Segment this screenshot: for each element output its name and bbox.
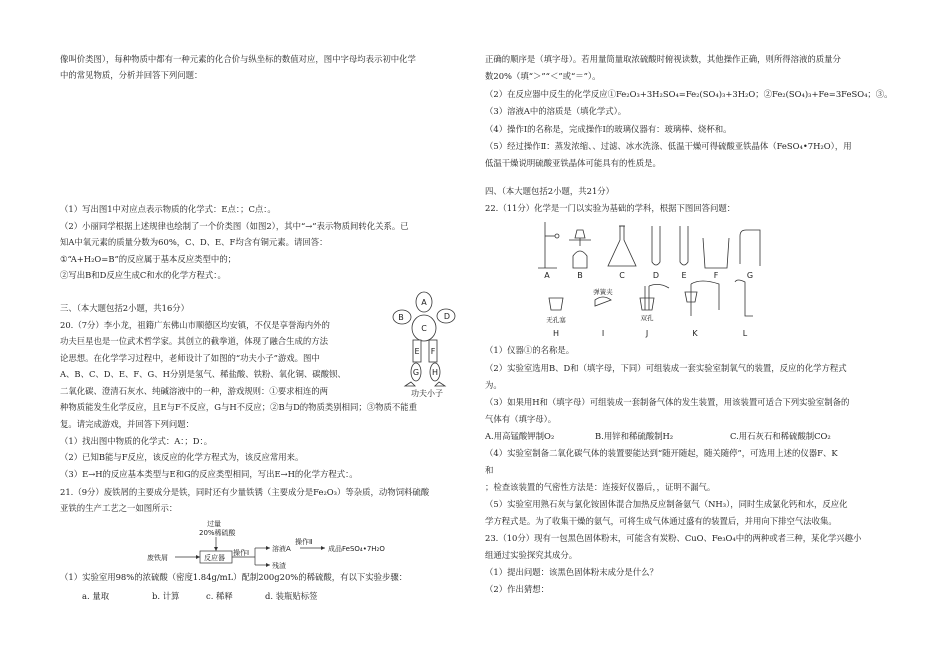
alcohol-lamp-icon — [569, 230, 591, 268]
q20-line: 20.（7分）李小龙，祖籍广东佛山市顺德区均安镇，不仅是享誉海内外的 — [60, 320, 330, 330]
intro-line: 中的常见物质，分析并回答下列问题： — [60, 70, 203, 80]
q21-1: （1）实验室用98%的浓硫酸（密度1.84g/mL）配制200g20%的稀硫酸，有以下实验步骤： — [60, 572, 408, 582]
spring-clamp-icon — [595, 297, 611, 306]
q22-line: 为。 — [485, 380, 502, 390]
step-c: c. 稀释 — [206, 591, 233, 601]
flow-reactor: 反应器 — [204, 554, 225, 562]
two-hole-stopper-icon — [640, 284, 669, 310]
delivery-tube-icon — [735, 280, 753, 316]
beaker-icon — [703, 238, 729, 268]
solid-stopper-icon — [549, 298, 563, 310]
apparatus-label: C — [619, 271, 625, 280]
q21-cont-line: 数20%（填“＞”“＜”或“＝”）。 — [485, 71, 601, 81]
q20-line: 功夫巨星也是一位武术哲学家。其创立的截拳道，体现了融合生成的方法 — [60, 336, 328, 346]
q21-cont-line: （5）经过操作Ⅱ：蒸发浓缩、、过滤、冰水洗涤、低温干燥可得硫酸亚铁晶体（FeSO₄•7H₂O），用 — [485, 141, 852, 151]
step-b: b. 计算 — [152, 591, 180, 601]
apparatus-label: I — [601, 329, 605, 338]
q21-cont-line: （3）溶液A中的溶质是（填化学式）。 — [485, 106, 627, 116]
q21-cont-line: 正确的顺序是（填字母）。若用量筒量取浓硫酸时俯视读数，其他操作正确，则所得溶液的质量分 — [485, 54, 841, 64]
flow-solution: 溶液A — [272, 545, 291, 553]
q21-line: 亚铁的生产工艺之一如图所示： — [60, 503, 178, 513]
apparatus-label: L — [742, 329, 748, 338]
kungfu-letter: A — [421, 298, 427, 307]
q23-line: 23.（10分）现有一包黑色固体粉末，可能含有炭粉、CuO、Fe₃O₄中的两种或者三种，某化学兴趣小 — [485, 533, 862, 543]
apparatus-label: G — [746, 271, 754, 280]
conical-flask-icon — [608, 226, 636, 266]
q23-line: （1）提出问题：该黑色固体粉末成分是什么？ — [485, 567, 658, 577]
q20-line: （3）E→H的反应基本类型与E和G的反应类型相同，写出E→H的化学方程式：。 — [60, 469, 358, 479]
flow-reagent-1: 过量 — [207, 520, 221, 528]
q22-line: （4）实验室制备二氧化碳气体的装置要能达到“随开随起，随关随停”，可选用上述的仪器F、K — [485, 448, 838, 458]
choice-c: C.用石灰石和稀硫酸制CO₂ — [730, 431, 831, 441]
bent-tube-icon — [740, 230, 760, 266]
q22-line: （3）如果用H和（填字母）可组装成一套制备气体的发生装置，用该装置可适合下列实验室制备的 — [485, 397, 850, 407]
apparatus-label: J — [645, 329, 649, 338]
process-flow-diagram — [145, 518, 405, 570]
q20-line: 二氧化碳、澄清石灰水、纯碱溶液中的一种，游戏规则：①要求相连的两 — [60, 386, 328, 396]
intro-line: 像叫价类图），每种物质中都有一种元素的化合价与纵坐标的数值对应，图中字母均表示初中化学 — [60, 54, 416, 64]
q19-2-line: 知A中氧元素的质量分数为60%，C、D、E、F均含有铜元素。请回答： — [60, 237, 328, 247]
q20-line: A、B、C、D、E、F、G、H分别是氢气、稀盐酸、铁粉、氧化铜、碳酸钡、 — [60, 369, 346, 379]
q22-line: （5）实验室用熟石灰与氯化铵固体混合加热反应制备氨气（NH₃），同时生成氯化钙和水，反应化 — [485, 499, 848, 509]
q19-1: （1）写出图1中对应点表示物质的化学式：E点：；C点：。 — [60, 204, 276, 214]
q22-line: 学方程式是。为了收集干燥的氨气，可将生成气体通过盛有的装置后，并用向下排空气法收集。 — [485, 516, 837, 526]
apparatus-label: B — [577, 271, 583, 280]
q23-line: 组通过实验探究其成分。 — [485, 550, 578, 560]
q23-line: （2）作出猜想： — [485, 584, 549, 594]
q22-line: （2）实验室选用B、D和（填字母，下同）可组装成一套实验室制氧气的装置，反应的化学方程式 — [485, 363, 847, 373]
q19-2-line: ①“A+H₂O=B”的反应属于基本反应类型中的； — [60, 254, 237, 264]
kungfu-letter: E — [414, 347, 420, 356]
q20-line: （1）找出图中物质的化学式：A：；D：。 — [60, 436, 213, 446]
kungfu-letter: H — [431, 368, 439, 377]
q22-line: （1）仪器①的名称是。 — [485, 345, 575, 355]
apparatus-label: K — [692, 329, 698, 338]
q20-line: 论思想。在化学学习过程中，老师设计了如图的“功夫小子”游戏。图中 — [60, 353, 320, 363]
section-3-heading: 三、（本大题包括2小题，共16分） — [60, 303, 190, 313]
q22-line: 气体有（填字母）。 — [485, 414, 557, 424]
apparatus-label: E — [681, 271, 687, 280]
q19-2-line: ②写出B和D反应生成C和水的化学方程式：。 — [60, 270, 226, 280]
q19-2-line: （2）小丽同学根据上述规律也绘制了一个价类图（如图2），其中“→”表示物质间转化关系。已 — [60, 221, 409, 231]
q22-line: ；检查该装置的气密性方法是：连接好仪器后，，证明不漏气。 — [485, 482, 716, 492]
test-tube-icon — [652, 226, 660, 265]
iron-stand-icon — [538, 222, 559, 268]
apparatus-figure — [535, 216, 775, 340]
test-tube-2-icon — [680, 226, 688, 265]
q21-cont-line: （4）操作Ⅰ的名称是，完成操作Ⅰ的玻璃仪器有：玻璃棒、烧杯和。 — [485, 124, 732, 134]
flow-op1: 操作Ⅰ — [233, 549, 250, 557]
kungfu-kid-figure — [375, 290, 475, 400]
kungfu-letter: G — [412, 368, 420, 377]
section-4-heading: 四、（本大题包括2小题，共21分） — [485, 186, 615, 196]
q20-line: 复。请完成游戏，并回答下列问题： — [60, 419, 194, 429]
choice-a: A.用高锰酸钾制O₂ — [485, 431, 555, 441]
flow-residue: 残渣 — [272, 562, 286, 570]
q21-cont-line: （2）在反应器中反生的化学反应①Fe₂O₃+3H₂SO₄=Fe₂(SO₄)₃+3H₂O；②Fe₂(SO₄)₃+Fe=3FeSO₄；③。 — [485, 89, 893, 99]
two-hole-note: 双孔 — [640, 314, 654, 322]
q22-line: 和 — [485, 465, 494, 475]
q20-line: （2）已知B能与F反应，该反应的化学方程式为，该反应常用来。 — [60, 452, 304, 462]
flow-reagent-2: 20%稀硫酸 — [199, 529, 236, 537]
choice-b: B.用锌和稀硫酸制H₂ — [595, 431, 674, 441]
clamp-note: 弹簧夹 — [593, 288, 613, 296]
kungfu-caption: 功夫小子 — [411, 389, 443, 398]
q22-heading: 22.（11分）化学是一门以实验为基础的学科，根据下图回答问题： — [485, 203, 736, 213]
flow-product: 成品FeSO₄•7H₂O — [328, 545, 385, 553]
q21-line: 21.（9分）废铁屑的主要成分是铁，同时还有少量铁锈（主要成分是Fe₂O₃）等杂质，动物饲料硫酸 — [60, 487, 430, 497]
flow-input: 废铁屑 — [147, 554, 168, 562]
kungfu-letter: F — [430, 347, 436, 356]
q21-cont-line: 低温干燥说明硫酸亚铁晶体可能具有的性质是。 — [485, 158, 661, 168]
kungfu-letter: D — [443, 312, 451, 321]
apparatus-label: F — [713, 271, 719, 280]
apparatus-label: A — [544, 271, 550, 280]
step-d: d. 装瓶贴标签 — [265, 591, 318, 601]
kungfu-letter: C — [421, 324, 427, 333]
q20-line: 种物质能发生化学反应，且E与F不反应，G与H不反应；②B与D的物质类别相同；③物质不能重 — [60, 402, 418, 412]
kungfu-letter: B — [398, 313, 404, 322]
apparatus-label: D — [652, 271, 660, 280]
step-a: a. 量取 — [82, 591, 110, 601]
stopper-with-tube-icon — [685, 281, 719, 316]
flow-op2: 操作Ⅱ — [295, 538, 313, 546]
apparatus-label: H — [552, 329, 560, 338]
stopper-note: 无孔塞 — [546, 316, 566, 324]
